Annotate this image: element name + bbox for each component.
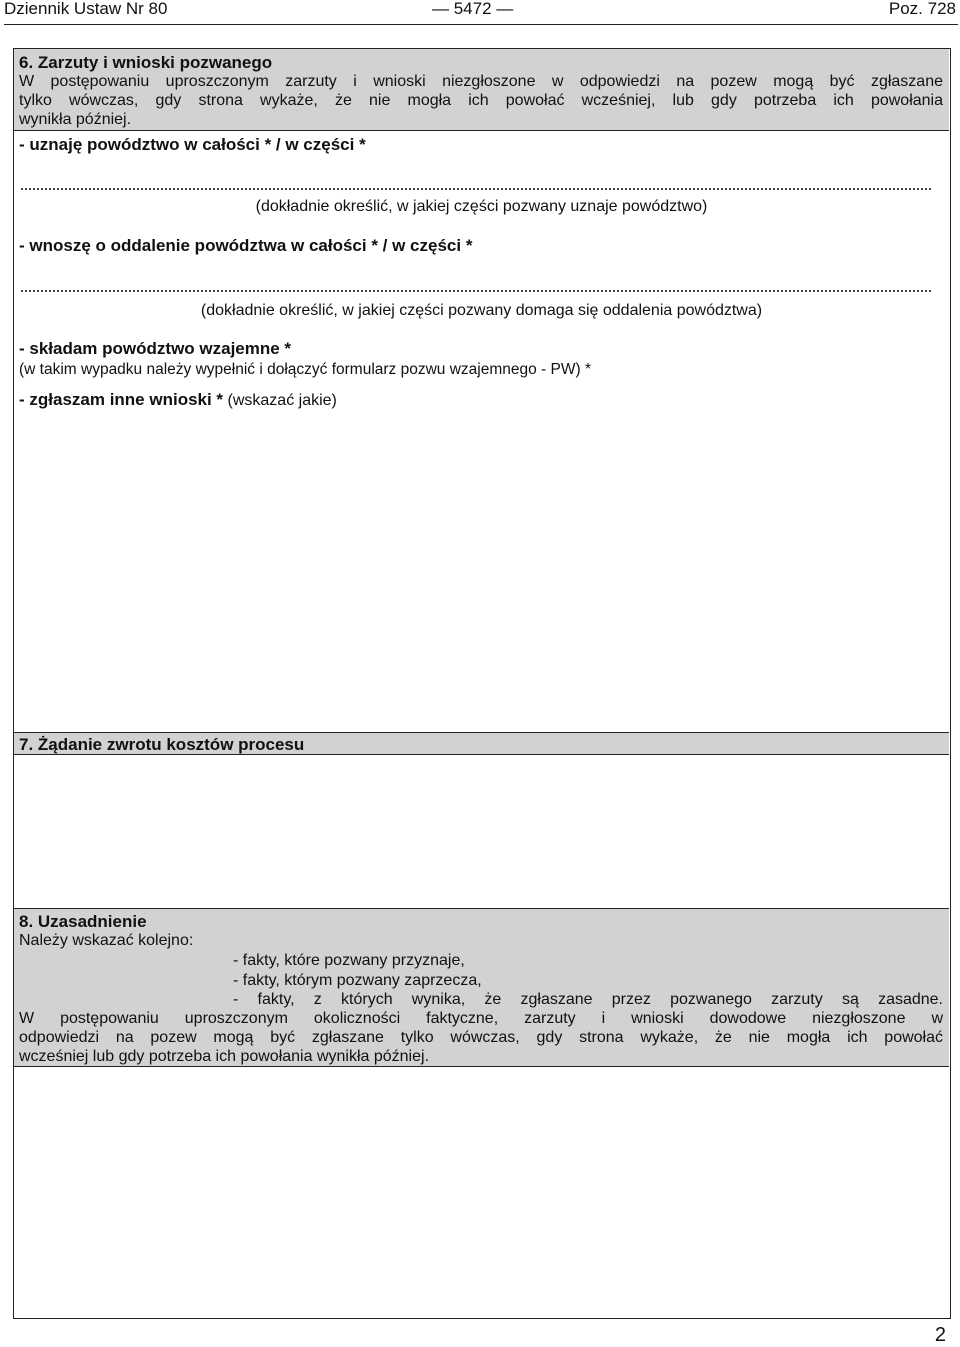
section-8-item-2: - fakty, którym pozwany zaprzecza,	[233, 972, 482, 989]
other-motions-hint: (wskazać jakie)	[223, 392, 337, 409]
section-6-note-line-1: W postępowaniu uproszczonym zarzuty i wnioski niezgłoszone w odpowiedzi na pozew mogą być zgłaszane	[19, 73, 943, 90]
dismiss-fill-line[interactable]	[21, 290, 931, 292]
option-counterclaim[interactable]: - składam powództwo wzajemne *	[19, 339, 292, 358]
section-6-note-line-2: tylko wówczas, gdy strona wykaże, że nie mogła ich powołać wcześniej, lub gdy potrzeba ich powołania	[19, 92, 943, 109]
justification-field[interactable]	[14, 1068, 949, 1316]
other-motions-field[interactable]	[14, 420, 949, 732]
section-7-header-rule	[14, 754, 949, 755]
section-8-note-line-3: wcześniej lub gdy potrzeba ich powołania wynikła później.	[19, 1048, 430, 1065]
counterclaim-note: (w takim wypadku należy wypełnić i dołączyć formularz pozwu wzajemnego - PW) *	[19, 361, 591, 378]
position-number: Poz. 728	[888, 0, 956, 18]
section-8-header-rule	[14, 1066, 949, 1067]
option-acknowledge-claim[interactable]: - uznaję powództwo w całości * / w części *	[19, 135, 366, 154]
section-6-header-rule	[14, 130, 949, 131]
acknowledge-fill-line[interactable]	[21, 188, 931, 190]
journal-page-number: — 5472 —	[432, 0, 514, 18]
section-8-note-line-1: W postępowaniu uproszczonym okoliczności faktyczne, zarzuty i wnioski dowodowe niezgłoszone w	[19, 1010, 943, 1027]
option-dismiss-claim[interactable]: - wnoszę o oddalenie powództwa w całości * / w części *	[19, 236, 473, 255]
acknowledge-hint: (dokładnie określić, w jakiej części pozwany uznaje powództwo)	[255, 198, 708, 215]
section-7-title: 7. Żądanie zwrotu kosztów procesu	[19, 735, 305, 754]
section-6-title: 6. Zarzuty i wnioski pozwanego	[19, 53, 273, 72]
other-motions-label: - zgłaszam inne wnioski *	[19, 390, 224, 409]
section-8-note-line-2: odpowiedzi na pozew mogą być zgłaszane tylko wówczas, gdy strona wykaże, że nie mogła ich powołać	[19, 1029, 943, 1046]
section-8-title: 8. Uzasadnienie	[19, 912, 147, 931]
dismiss-hint: (dokładnie określić, w jakiej części pozwany domaga się oddalenia powództwa)	[200, 302, 763, 319]
section-8-intro: Należy wskazać kolejno:	[19, 932, 194, 949]
option-other-motions[interactable]	[19, 390, 337, 410]
page-number: 2	[934, 1324, 946, 1346]
header-rule	[4, 24, 958, 25]
section-8-item-1: - fakty, które pozwany przyznaje,	[233, 952, 465, 969]
section-6-note-line-3: wynikła później.	[19, 111, 132, 128]
section-8-item-3: - fakty, z których wynika, że zgłaszane przez pozwanego zarzuty są zasadne.	[233, 991, 943, 1008]
costs-field[interactable]	[14, 756, 949, 908]
journal-title: Dziennik Ustaw Nr 80	[4, 0, 168, 18]
